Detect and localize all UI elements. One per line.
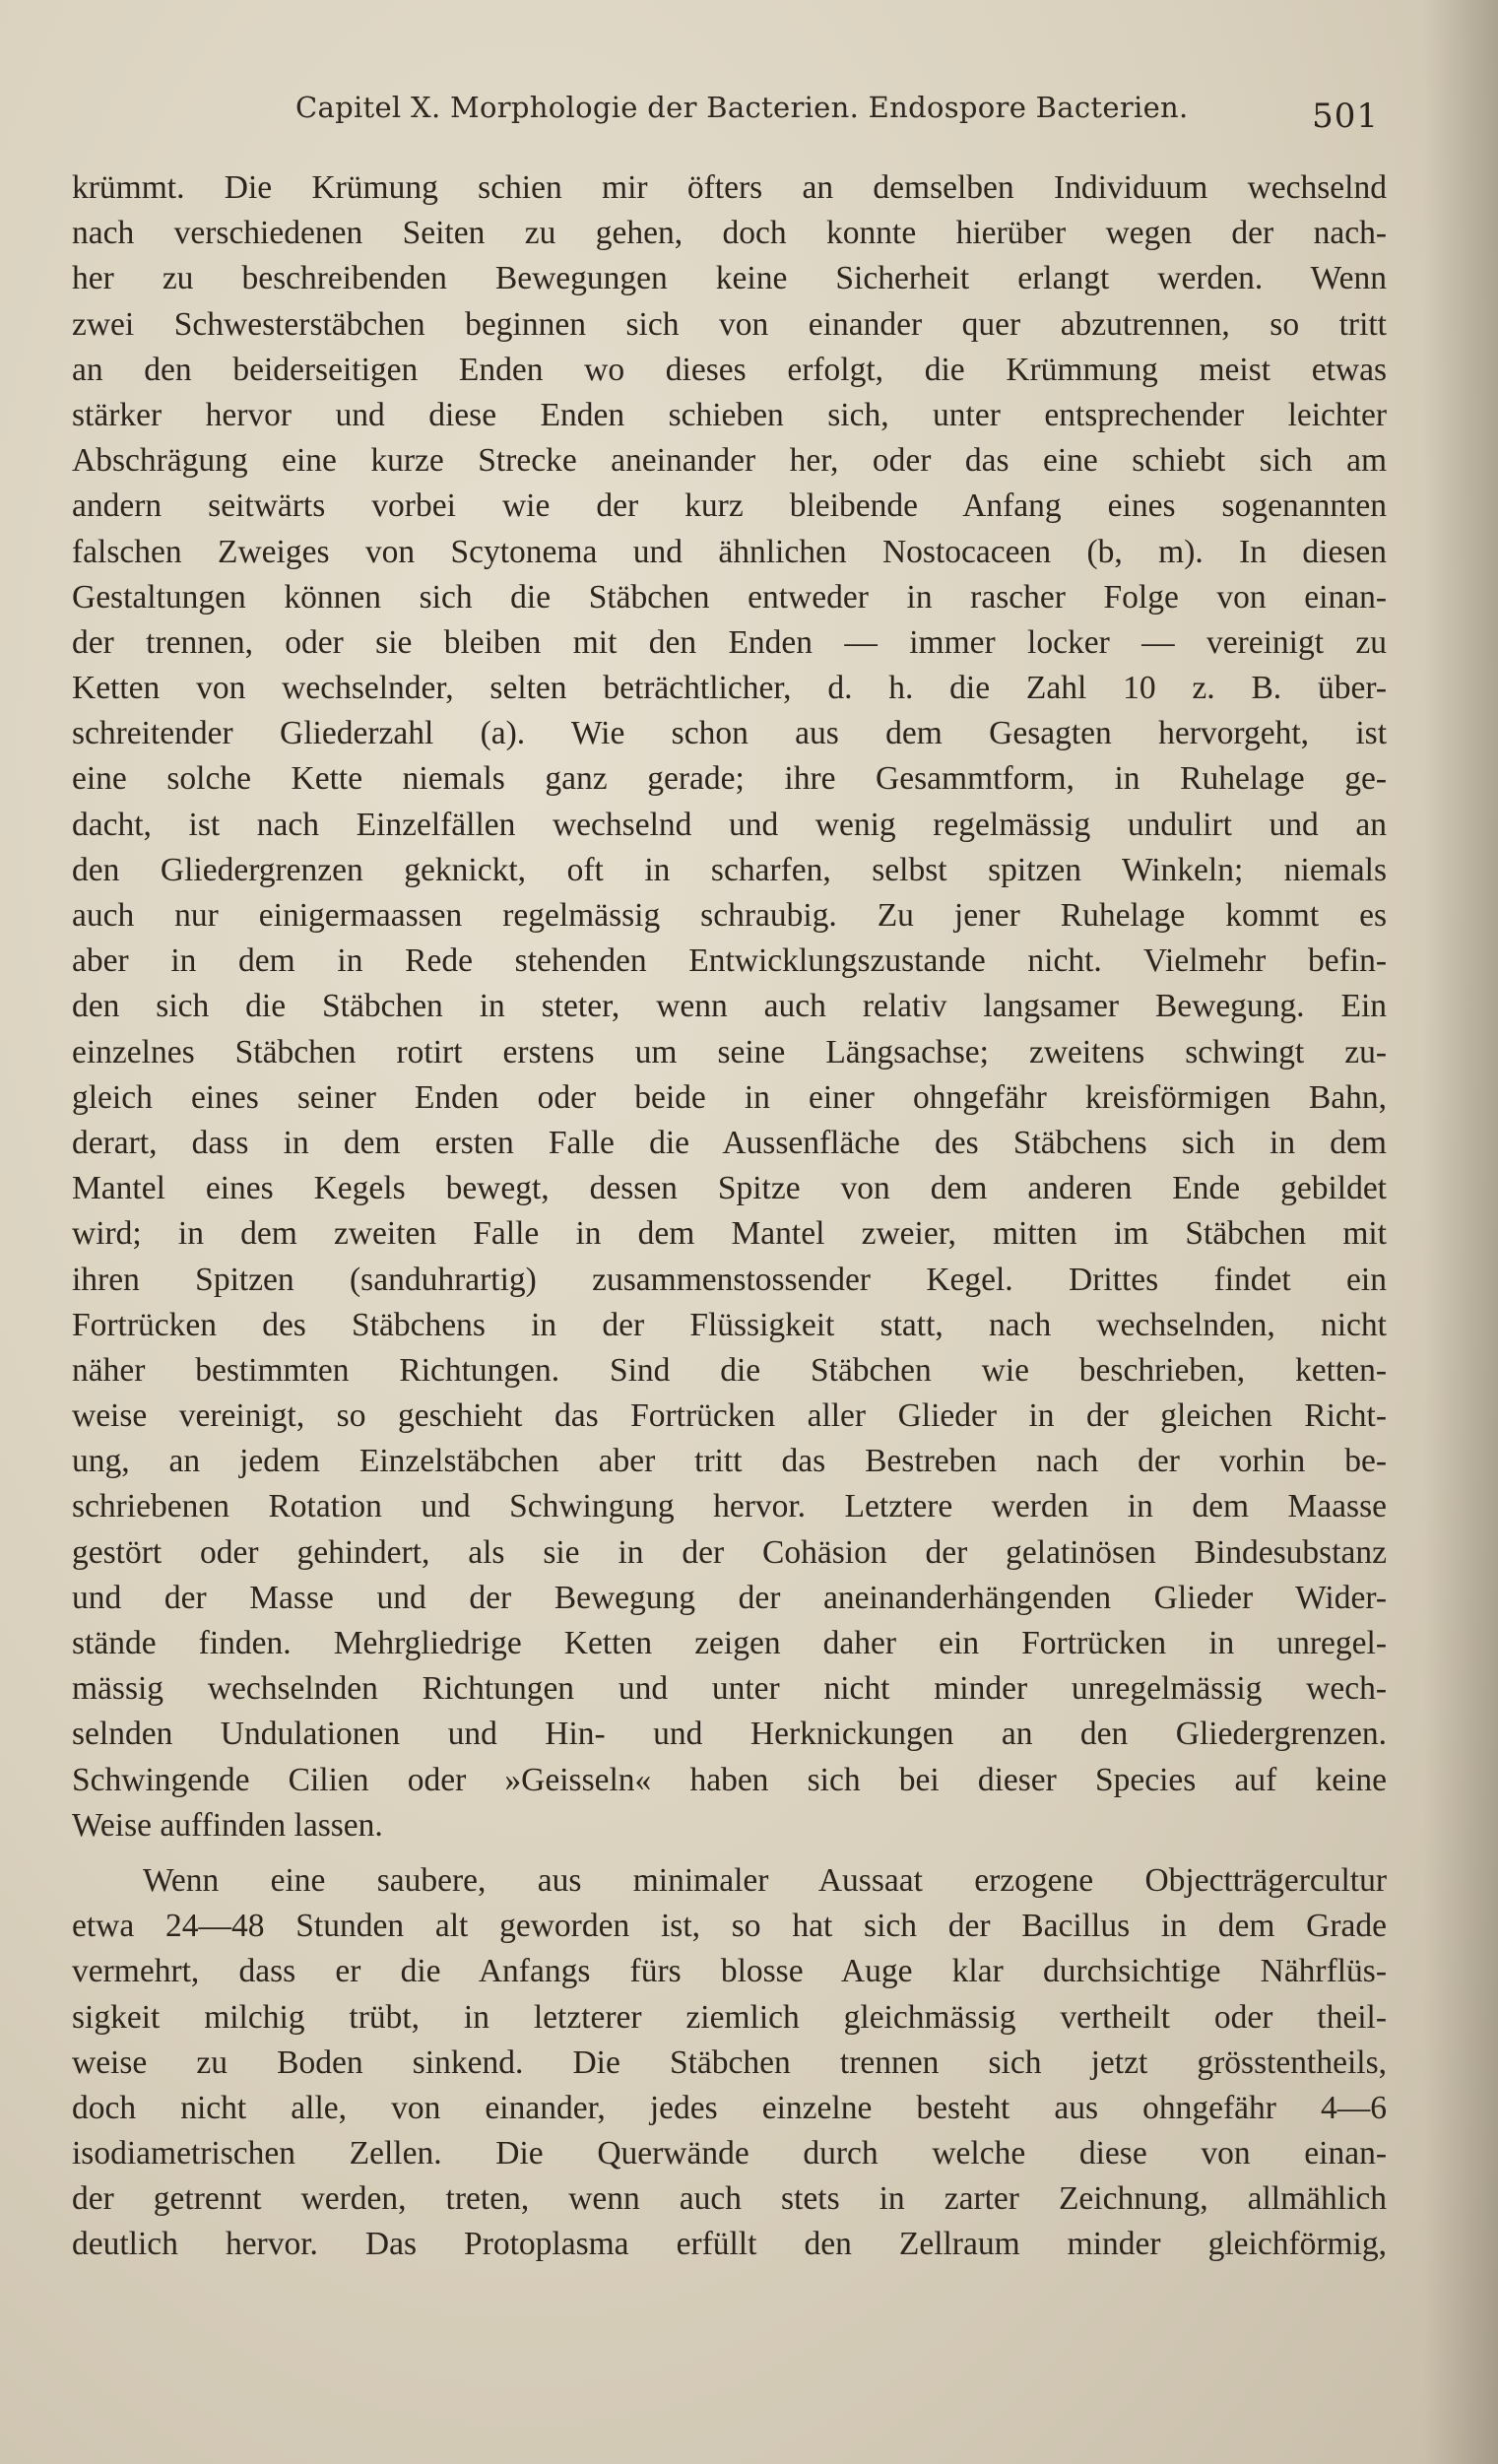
text-line: und der Masse und der Bewegung der aneinanderhängenden Glieder Wider- xyxy=(72,1579,1387,1616)
text-line: Ketten von wechselnder, selten beträchtlicher, d. h. die Zahl 10 z. B. über- xyxy=(72,670,1387,707)
text-line: nach verschiedenen Seiten zu gehen, doch konnte hierüber wegen der nach- xyxy=(72,215,1387,252)
body-text xyxy=(72,165,1387,2268)
text-line: stände finden. Mehrgliedrige Ketten zeigen daher ein Fortrücken in unregel- xyxy=(72,1625,1387,1661)
text-line: der trennen, oder sie bleiben mit den Enden — immer locker — vereinigt zu xyxy=(72,623,1387,661)
text-line: sigkeit milchig trübt, in letzterer ziemlich gleichmässig vertheilt oder theil- xyxy=(72,1998,1387,2036)
text-line: Wenn eine saubere, aus minimaler Aussaat erzogene Objectträgercultur xyxy=(143,1861,1387,1899)
text-line: eine solche Kette niemals ganz gerade; ihre Gesammtform, in Ruhelage ge- xyxy=(72,760,1387,798)
text-line: selnden Undulationen und Hin- und Herknickungen an den Gliedergrenzen. xyxy=(72,1716,1387,1753)
text-line: ihren Spitzen (sanduhrartig) zusammenstossender Kegel. Drittes findet ein xyxy=(72,1261,1387,1298)
running-head: Capitel X. Morphologie der Bacterien. Endospore Bacterien. xyxy=(295,91,1189,124)
text-line: Fortrücken des Stäbchens in der Flüssigkeit statt, nach wechselnden, nicht xyxy=(72,1306,1387,1343)
text-line: doch nicht alle, von einander, jedes einzelne besteht aus ohngefähr 4—6 xyxy=(72,2089,1387,2126)
text-line: schreitender Gliederzahl (a). Wie schon aus dem Gesagten hervorgeht, ist xyxy=(72,715,1387,752)
text-line: aber in dem in Rede stehenden Entwicklungszustande nicht. Vielmehr befin- xyxy=(72,942,1387,980)
page-gutter-shadow xyxy=(1423,0,1498,2464)
text-line: weise vereinigt, so geschieht das Fortrücken aller Glieder in der gleichen Richt- xyxy=(72,1397,1387,1435)
text-line: einzelnes Stäbchen rotirt erstens um seine Längsachse; zweitens schwingt zu- xyxy=(72,1033,1387,1070)
text-line: etwa 24—48 Stunden alt geworden ist, so hat sich der Bacillus in dem Grade xyxy=(72,1908,1387,1945)
text-line: der getrennt werden, treten, wenn auch stets in zarter Zeichnung, allmählich xyxy=(72,2180,1387,2218)
text-line: Schwingende Cilien oder »Geisseln« haben sich bei dieser Species auf keine xyxy=(72,1761,1387,1798)
text-line: an den beiderseitigen Enden wo dieses erfolgt, die Krümmung meist etwas xyxy=(72,351,1387,388)
text-line: gleich eines seiner Enden oder beide in einer ohngefähr kreisförmigen Bahn, xyxy=(72,1078,1387,1116)
text-line: Weise auffinden lassen. xyxy=(72,1806,383,1844)
text-line: ung, an jedem Einzelstäbchen aber tritt das Bestreben nach der vorhin be- xyxy=(72,1443,1387,1480)
text-line: vermehrt, dass er die Anfangs fürs blosse Auge klar durchsichtige Nährflüs- xyxy=(72,1953,1387,1990)
text-line: näher bestimmten Richtungen. Sind die Stäbchen wie beschrieben, ketten- xyxy=(72,1351,1387,1389)
text-line: andern seitwärts vorbei wie der kurz bleibende Anfang eines sogenannten xyxy=(72,487,1387,525)
text-line: isodiametrischen Zellen. Die Querwände durch welche diese von einan- xyxy=(72,2135,1387,2172)
text-line: schriebenen Rotation und Schwingung hervor. Letztere werden in dem Maasse xyxy=(72,1488,1387,1525)
page-number: 501 xyxy=(1312,97,1379,136)
text-line: mässig wechselnden Richtungen und unter nicht minder unregelmässig wech- xyxy=(72,1670,1387,1708)
text-line: Mantel eines Kegels bewegt, dessen Spitze von dem anderen Ende gebildet xyxy=(72,1170,1387,1207)
paragraph-1 xyxy=(72,165,1387,1848)
text-line: zwei Schwesterstäbchen beginnen sich von einander quer abzutrennen, so tritt xyxy=(72,305,1387,343)
text-line: weise zu Boden sinkend. Die Stäbchen trennen sich jetzt grösstentheils, xyxy=(72,2043,1387,2081)
text-line: her zu beschreibenden Bewegungen keine Sicherheit erlangt werden. Wenn xyxy=(72,260,1387,297)
text-line: krümmt. Die Krümung schien mir öfters an demselben Individuum wechselnd xyxy=(72,169,1387,206)
text-line: falschen Zweiges von Scytonema und ähnlichen Nostocaceen (b, m). In diesen xyxy=(72,533,1387,570)
text-line: Abschrägung eine kurze Strecke aneinander her, oder das eine schiebt sich am xyxy=(72,442,1387,480)
text-line: Gestaltungen können sich die Stäbchen entweder in rascher Folge von einan- xyxy=(72,578,1387,616)
page-header xyxy=(286,91,1389,150)
text-line: stärker hervor und diese Enden schieben sich, unter entsprechender leichter xyxy=(72,396,1387,433)
paragraph-gap xyxy=(72,1848,1387,1858)
text-line: wird; in dem zweiten Falle in dem Mantel zweier, mitten im Stäbchen mit xyxy=(72,1215,1387,1253)
text-line: den Gliedergrenzen geknickt, oft in scharfen, selbst spitzen Winkeln; niemals xyxy=(72,851,1387,888)
text-line: derart, dass in dem ersten Falle die Aussenfläche des Stäbchens sich in dem xyxy=(72,1124,1387,1161)
text-line: auch nur einigermaassen regelmässig schraubig. Zu jener Ruhelage kommt es xyxy=(72,897,1387,934)
text-line: dacht, ist nach Einzelfällen wechselnd und wenig regelmässig undulirt und an xyxy=(72,806,1387,843)
text-line: den sich die Stäbchen in steter, wenn auch relativ langsamer Bewegung. Ein xyxy=(72,988,1387,1025)
text-line: deutlich hervor. Das Protoplasma erfüllt den Zellraum minder gleichförmig, xyxy=(72,2226,1387,2263)
paragraph-2 xyxy=(72,1858,1387,2268)
text-line: gestört oder gehindert, als sie in der Cohäsion der gelatinösen Bindesubstanz xyxy=(72,1533,1387,1571)
